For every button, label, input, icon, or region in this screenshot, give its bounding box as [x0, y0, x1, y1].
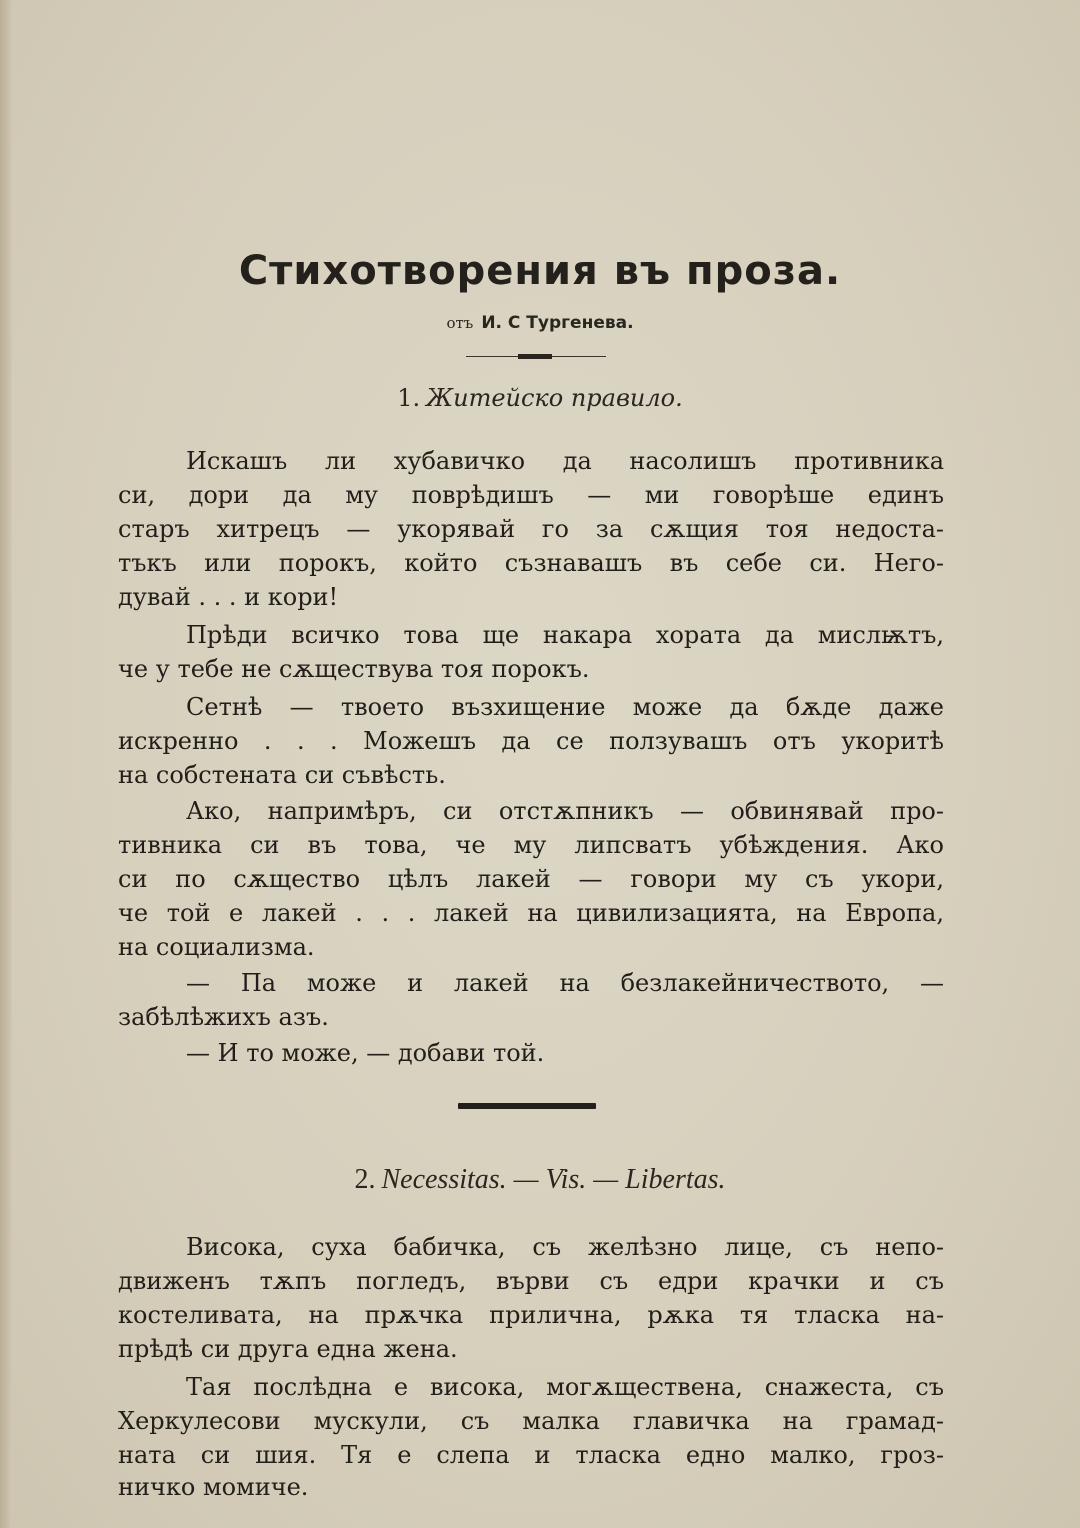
section-2-line: Висока, суха бабичка, съ желѣзно лице, съ непо-: [186, 1233, 944, 1261]
poem-collection-title: Стихотворения въ проза.: [238, 248, 842, 294]
section-2-title: Necessitas. — Vis. — Libertas.: [381, 1164, 726, 1195]
section-1-line: на социализма.: [118, 933, 315, 961]
author-prefix: отъ: [446, 314, 474, 332]
title-ornament-rule: [466, 354, 606, 359]
author-line: [0, 313, 1080, 333]
section-1-number: 1.: [397, 384, 421, 412]
section-2-number: 2.: [354, 1164, 376, 1195]
section-2-line: Херкулесови мускули, съ малка главичка на грамад-: [118, 1407, 944, 1435]
section-1-line: — И то може, — добави той.: [186, 1039, 545, 1067]
section-2-line: прѣдѣ си друга една жена.: [118, 1335, 458, 1363]
section-1-line: си по сѫщество цѣлъ лакей — говори му съ укори,: [118, 865, 944, 893]
section-1-line: тивника си въ това, че му липсватъ убѣждения. Ако: [118, 831, 944, 859]
section-1-heading: [0, 384, 1080, 412]
section-2-line: Тая послѣдна е висока, могѫществена, снажеста, съ: [186, 1373, 944, 1401]
section-1-line: че у тебе не сѫществува тоя порокъ.: [118, 655, 590, 683]
section-1-line: — Па може и лакей на безлакейничеството, —: [186, 969, 944, 997]
section-1-line: дувай . . . и кори!: [118, 583, 339, 611]
section-1-line: старъ хитрецъ — укорявай го за сѫщия тоя недоста-: [118, 515, 944, 543]
section-1-line: че той е лакей . . . лакей на цивилизацията, на Европа,: [118, 899, 944, 927]
section-1-line: Ако, напримѣръ, си отстѫпникъ — обвинявай про-: [186, 797, 944, 825]
section-2-line: ната си шия. Тя е слепа и тласка едно малко, гроз-: [118, 1441, 944, 1469]
ornament-bold-center: [518, 354, 552, 359]
section-1-line: Сетнѣ — твоето възхищение може да бѫде даже: [186, 693, 944, 721]
section-1-line: си, дори да му поврѣдишъ — ми говорѣше единъ: [118, 481, 944, 509]
author-name: И. С Тургенева.: [481, 313, 634, 333]
section-2-line: ничко момиче.: [118, 1473, 309, 1501]
section-2-heading: [0, 1164, 1080, 1196]
section-1-title: Житейско правило.: [426, 384, 683, 412]
section-divider-rule: [458, 1103, 596, 1109]
section-1-line: искренно . . . Можешъ да се ползувашъ отъ укоритѣ: [118, 727, 944, 755]
section-2-line: костеливата, на прѫчка прилична, рѫка тя тласка на-: [118, 1301, 944, 1329]
section-1-line: забѣлѣжихъ азъ.: [118, 1003, 329, 1031]
section-1-line: Искашъ ли хубавичко да насолишъ противника: [186, 447, 944, 475]
section-1-line: на собстената си съвѣсть.: [118, 761, 446, 789]
section-1-line: тъкъ или порокъ, който съзнавашъ въ себе си. Него-: [118, 549, 944, 577]
section-1-line: Прѣди всичко това ще накара хората да мислѭтъ,: [186, 621, 944, 649]
section-2-line: движенъ тѫпъ погледъ, върви съ едри крачки и съ: [118, 1267, 944, 1295]
